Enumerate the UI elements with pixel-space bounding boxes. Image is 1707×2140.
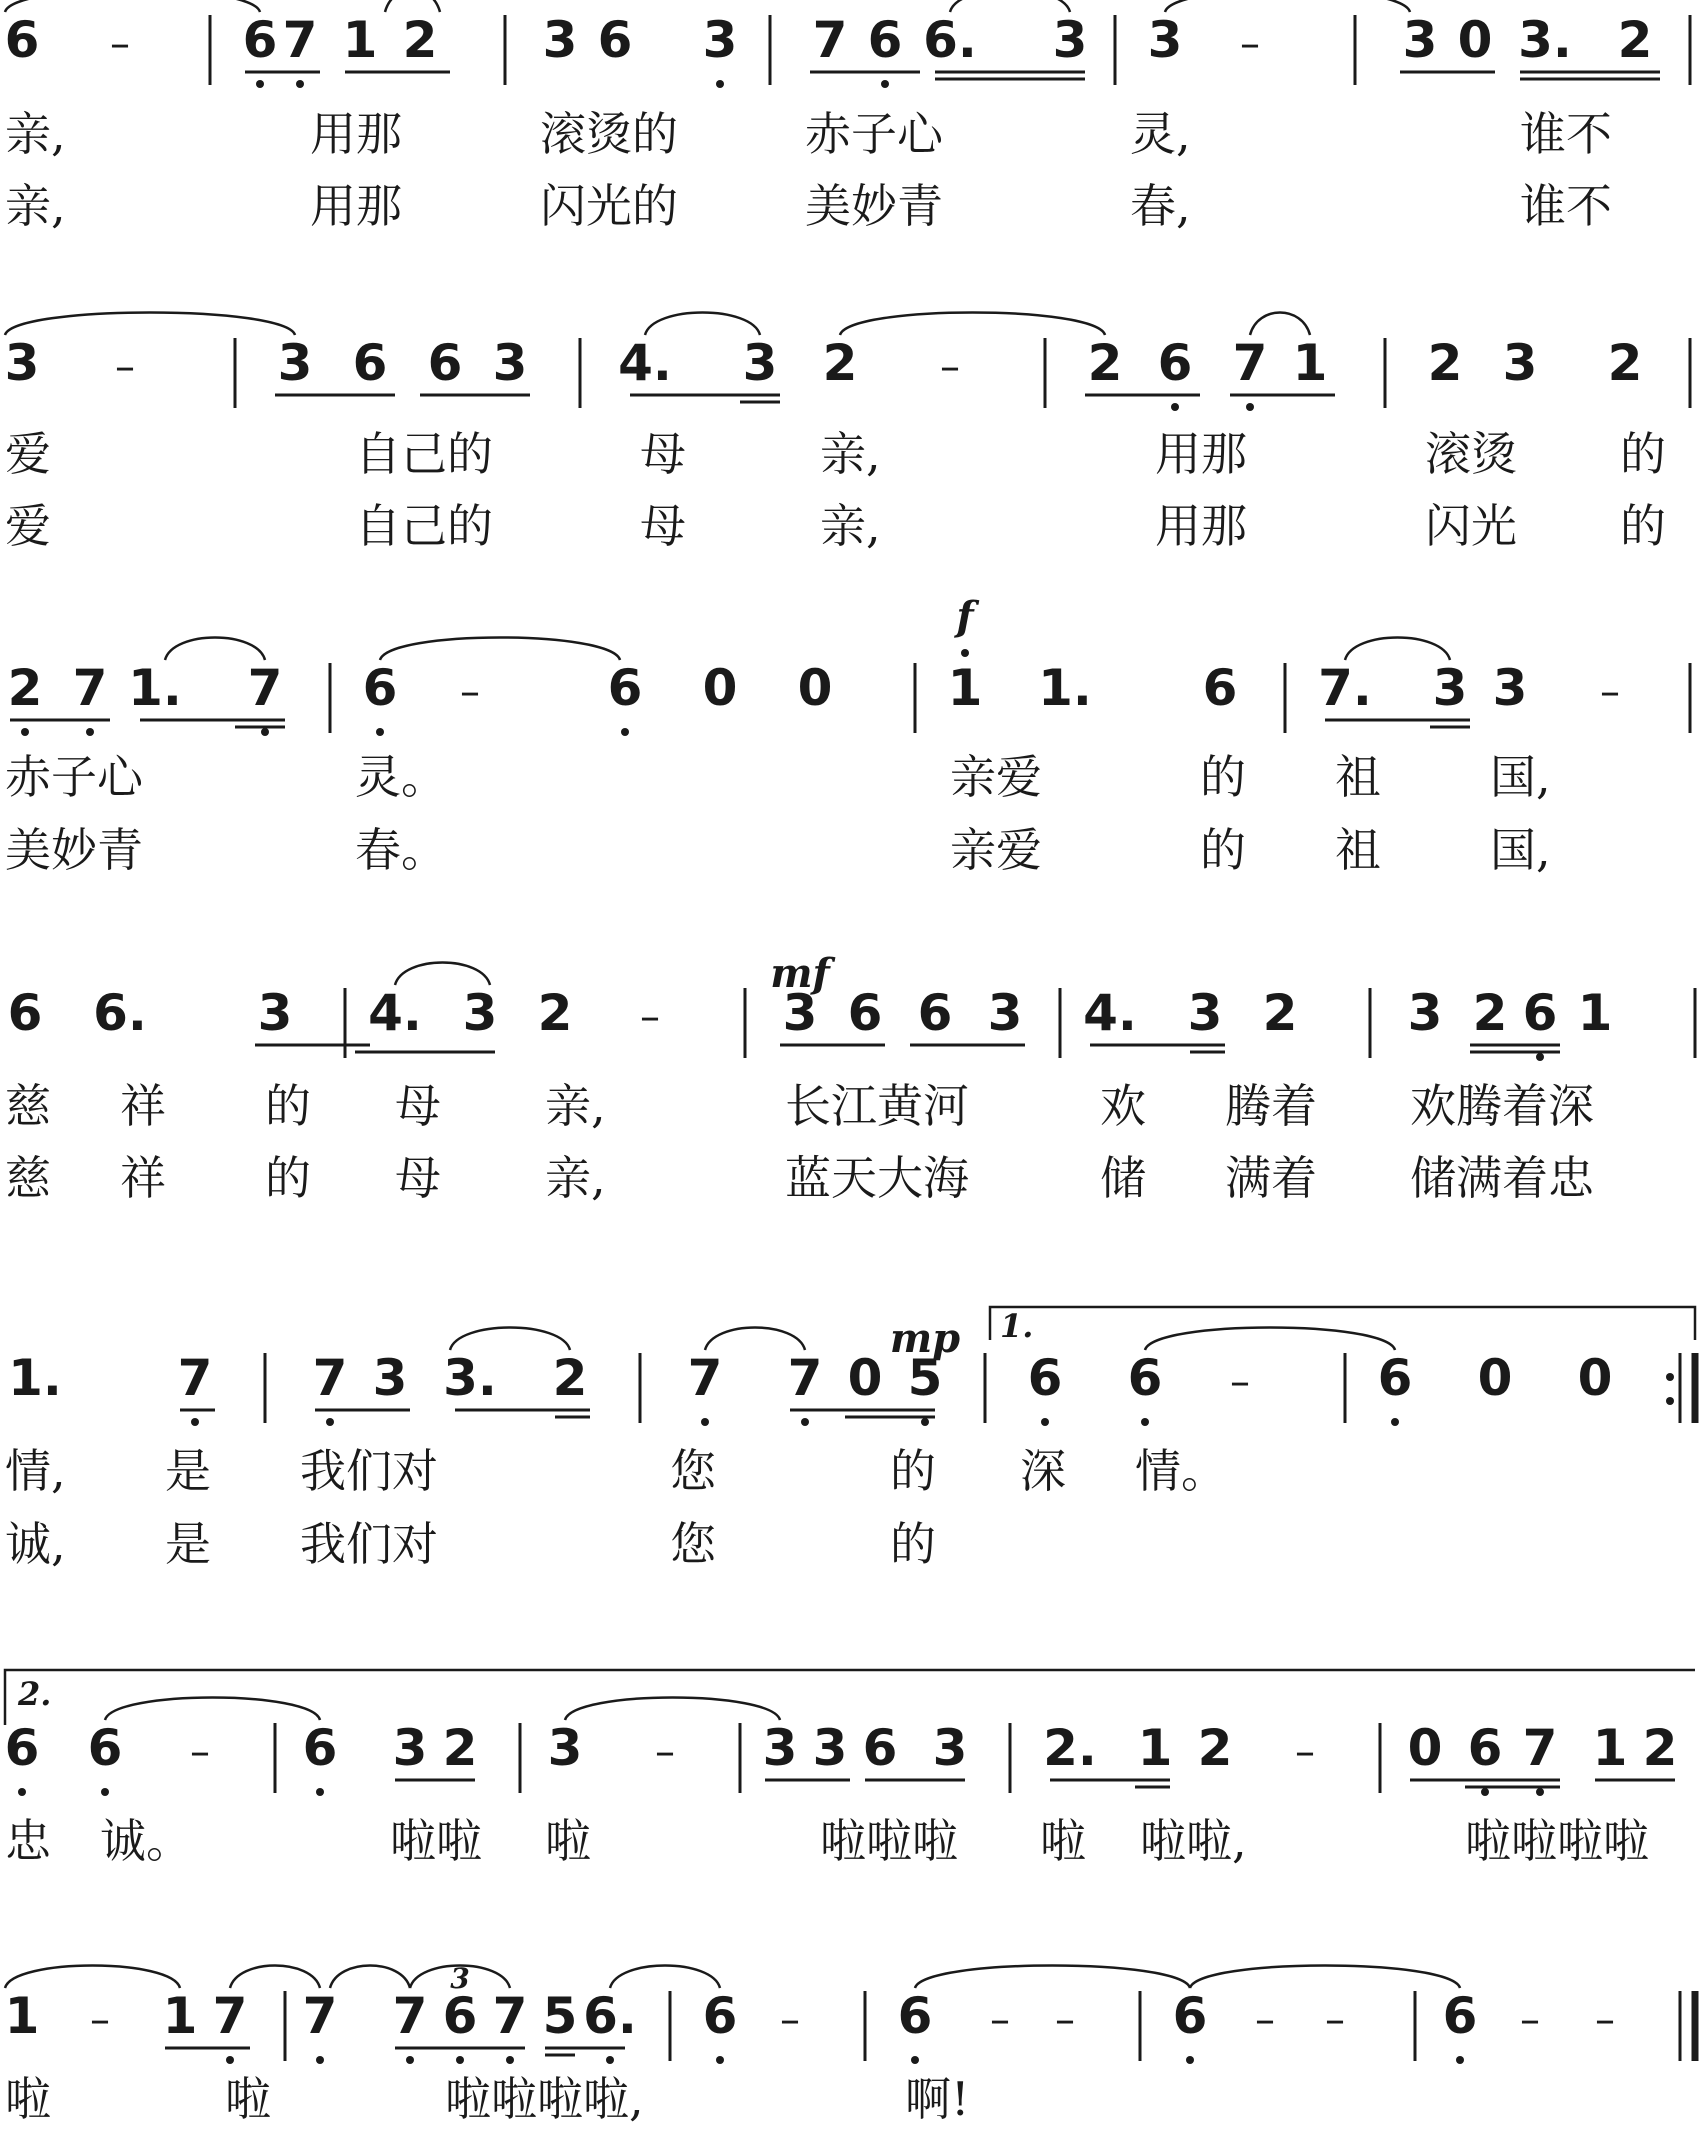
jianpu-note: 0 bbox=[797, 659, 833, 717]
volta-1-label: 1. bbox=[1000, 1307, 1034, 1345]
jianpu-note: – bbox=[1600, 669, 1620, 715]
jianpu-note: 6 bbox=[427, 334, 463, 392]
lyric-syllable: 的 bbox=[265, 1079, 311, 1133]
jianpu-note: 7 bbox=[72, 659, 108, 717]
jianpu-note: 6 bbox=[917, 984, 953, 1042]
octave-dot bbox=[881, 80, 889, 88]
jianpu-note: 2 bbox=[402, 11, 438, 69]
jianpu-note: 1 bbox=[162, 1987, 198, 2045]
lyric-syllable: 啊! bbox=[905, 2072, 970, 2126]
lyric-syllable: 闪光的 bbox=[540, 179, 678, 233]
lyric-syllable: 亲, bbox=[545, 1151, 606, 1205]
lyric-syllable: 用那 bbox=[1155, 427, 1247, 481]
lyric-syllable: 的 bbox=[890, 1444, 936, 1498]
jianpu-note: – bbox=[1240, 21, 1260, 67]
jianpu-note: 3 bbox=[1492, 659, 1528, 717]
jianpu-note: 6. bbox=[93, 984, 147, 1042]
jianpu-note: 3 bbox=[782, 984, 818, 1042]
tie-slur bbox=[1145, 1328, 1395, 1351]
jianpu-note: 7 bbox=[177, 1349, 213, 1407]
octave-dot bbox=[226, 2056, 234, 2064]
lyric-syllable: 欢 bbox=[1100, 1079, 1146, 1133]
jianpu-note: 6 bbox=[362, 659, 398, 717]
octave-dot bbox=[961, 649, 969, 657]
lyric-syllable: 亲爱 bbox=[950, 750, 1042, 804]
lyric-syllable: 祖 bbox=[1335, 750, 1381, 804]
octave-dot bbox=[801, 1418, 809, 1426]
lyric-syllable: 闪光 bbox=[1425, 499, 1517, 553]
tie-slur bbox=[230, 1966, 320, 1989]
jianpu-note: 3. bbox=[1518, 11, 1572, 69]
octave-dot bbox=[911, 2056, 919, 2064]
lyric-syllable: 慈 bbox=[5, 1151, 51, 1205]
volta-1-bracket bbox=[990, 1307, 1695, 1340]
lyric-syllable: 滚烫的 bbox=[540, 107, 678, 161]
lyric-syllable: 我们对 bbox=[300, 1444, 438, 1498]
jianpu-note: 3 bbox=[372, 1349, 408, 1407]
jianpu-note: 0 bbox=[1477, 1349, 1513, 1407]
jianpu-note: – bbox=[940, 344, 960, 390]
jianpu-note: 2 bbox=[1607, 334, 1643, 392]
jianpu-note: 6 bbox=[87, 1719, 123, 1777]
jianpu-note: 3 bbox=[392, 1719, 428, 1777]
lyric-syllable: 爱 bbox=[5, 499, 51, 553]
jianpu-note: 2 bbox=[1087, 334, 1123, 392]
jianpu-note: 2 bbox=[7, 659, 43, 717]
lyric-syllable: 用那 bbox=[310, 179, 402, 233]
lyric-syllable: 用那 bbox=[310, 107, 402, 161]
tie-slur bbox=[5, 313, 295, 336]
lyric-syllable: 我们对 bbox=[300, 1517, 438, 1571]
tie-slur bbox=[1250, 313, 1310, 336]
jianpu-note: 2 bbox=[1617, 11, 1653, 69]
lyric-syllable: 亲爱 bbox=[950, 823, 1042, 877]
jianpu-note: 3 bbox=[1187, 984, 1223, 1042]
jianpu-note: – bbox=[1295, 1729, 1315, 1775]
jianpu-note: 0 bbox=[847, 1349, 883, 1407]
jianpu-note: – bbox=[640, 994, 660, 1040]
lyric-syllable: 的 bbox=[1620, 499, 1666, 553]
octave-dot bbox=[1041, 1418, 1049, 1426]
dynamic-mezzo-piano: mp bbox=[889, 1315, 961, 1362]
lyric-syllable: 是 bbox=[165, 1444, 211, 1498]
jianpu-note: 7 bbox=[212, 1987, 248, 2045]
jianpu-note: 0 bbox=[1457, 11, 1493, 69]
lyric-syllable: 慈 bbox=[5, 1079, 51, 1133]
jianpu-note: 1 bbox=[947, 659, 983, 717]
lyric-syllable: 谁不 bbox=[1520, 107, 1612, 161]
tie-slur bbox=[915, 1966, 1190, 1989]
jianpu-note: 6 bbox=[1467, 1719, 1503, 1777]
octave-dot bbox=[1246, 403, 1254, 411]
jianpu-note: 6 bbox=[1377, 1349, 1413, 1407]
jianpu-note: 2 bbox=[552, 1349, 588, 1407]
tie-slur bbox=[565, 1698, 780, 1721]
jianpu-note: 2 bbox=[1197, 1719, 1233, 1777]
jianpu-note: 6 bbox=[702, 1987, 738, 2045]
lyric-syllable: 蓝天大海 bbox=[785, 1151, 969, 1205]
jianpu-note: 6 bbox=[597, 11, 633, 69]
jianpu-note: 2. bbox=[1043, 1719, 1097, 1777]
jianpu-note: 1 bbox=[1137, 1719, 1173, 1777]
lyric-syllable: 忠 bbox=[5, 1814, 51, 1868]
repeat-dot bbox=[1666, 1373, 1674, 1381]
octave-dot bbox=[256, 80, 264, 88]
jianpu-note: 1 bbox=[4, 1987, 40, 2045]
jianpu-note: 7 bbox=[1522, 1719, 1558, 1777]
volta-2-label: 2. bbox=[18, 1675, 52, 1713]
octave-dot bbox=[606, 2056, 614, 2064]
lyric-syllable: 情, bbox=[5, 1444, 66, 1498]
octave-dot bbox=[1141, 1418, 1149, 1426]
lyric-syllable: 春, bbox=[1130, 179, 1191, 233]
jianpu-note: 7 bbox=[687, 1349, 723, 1407]
jianpu-note: – bbox=[460, 669, 480, 715]
octave-dot bbox=[296, 80, 304, 88]
lyric-syllable: 谁不 bbox=[1520, 179, 1612, 233]
octave-dot bbox=[86, 728, 94, 736]
jianpu-note: 6 bbox=[7, 984, 43, 1042]
jianpu-note: 7 bbox=[812, 11, 848, 69]
lyric-syllable: 灵, bbox=[1130, 107, 1191, 161]
jianpu-note: 6 bbox=[897, 1987, 933, 2045]
jianpu-note: 6 bbox=[847, 984, 883, 1042]
jianpu-note: – bbox=[1520, 1997, 1540, 2043]
octave-dot bbox=[21, 728, 29, 736]
lyric-syllable: 亲, bbox=[545, 1079, 606, 1133]
octave-dot bbox=[191, 1418, 199, 1426]
jianpu-note: 2 bbox=[1642, 1719, 1678, 1777]
tie-slur bbox=[105, 1698, 320, 1721]
jianpu-note: – bbox=[110, 21, 130, 67]
jianpu-note: 2 bbox=[1472, 984, 1508, 1042]
lyric-syllable: 滚烫 bbox=[1425, 427, 1517, 481]
lyric-syllable: 啦 bbox=[1040, 1814, 1086, 1868]
jianpu-note: 3 bbox=[762, 1719, 798, 1777]
octave-dot bbox=[1481, 1788, 1489, 1796]
lyric-syllable: 灵。 bbox=[355, 750, 447, 804]
jianpu-note: 3 bbox=[702, 11, 738, 69]
octave-dot bbox=[406, 2056, 414, 2064]
jianpu-note: – bbox=[655, 1729, 675, 1775]
octave-dot bbox=[316, 1788, 324, 1796]
lyric-syllable: 亲, bbox=[5, 107, 66, 161]
jianpu-note: 3 bbox=[542, 11, 578, 69]
jianpu-note: 2 bbox=[822, 334, 858, 392]
jianpu-note: 6 bbox=[242, 11, 278, 69]
tie-slur bbox=[5, 0, 260, 12]
jianpu-note: – bbox=[780, 1997, 800, 2043]
jianpu-note: 7 bbox=[392, 1987, 428, 2045]
octave-dot bbox=[1186, 2056, 1194, 2064]
jianpu-note: 6 bbox=[352, 334, 388, 392]
jianpu-note: 3 bbox=[932, 1719, 968, 1777]
jianpu-note: 7 bbox=[302, 1987, 338, 2045]
jianpu-note: 6 bbox=[1157, 334, 1193, 392]
jianpu-note: – bbox=[990, 1997, 1010, 2043]
jianpu-note: 7 bbox=[1232, 334, 1268, 392]
jianpu-note: 3 bbox=[462, 984, 498, 1042]
octave-dot bbox=[18, 1788, 26, 1796]
jianpu-note: 7 bbox=[247, 659, 283, 717]
octave-dot bbox=[716, 2056, 724, 2064]
octave-dot bbox=[261, 728, 269, 736]
tie-slur bbox=[705, 1328, 805, 1351]
lyric-syllable: 春。 bbox=[355, 823, 447, 877]
lyric-syllable: 储 bbox=[1100, 1151, 1146, 1205]
lyric-syllable: 母 bbox=[640, 499, 686, 553]
score-text bbox=[5, 11, 1678, 2126]
lyric-syllable: 的 bbox=[1200, 823, 1246, 877]
octave-dot bbox=[506, 2056, 514, 2064]
lyric-syllable: 赤子心 bbox=[5, 750, 143, 804]
lyric-syllable: 欢腾着深 bbox=[1410, 1079, 1594, 1133]
octave-dot bbox=[1536, 1788, 1544, 1796]
jianpu-note: – bbox=[190, 1729, 210, 1775]
lyric-syllable: 啦 bbox=[5, 2072, 51, 2126]
jianpu-note: – bbox=[1595, 1997, 1615, 2043]
octave-dot bbox=[456, 2056, 464, 2064]
jianpu-note: 3 bbox=[1402, 11, 1438, 69]
octave-dot bbox=[621, 728, 629, 736]
lyric-syllable: 腾着 bbox=[1225, 1079, 1317, 1133]
octave-dot bbox=[1171, 403, 1179, 411]
lyric-syllable: 美妙青 bbox=[5, 823, 143, 877]
lyric-syllable: 母 bbox=[640, 427, 686, 481]
lyric-syllable: 赤子心 bbox=[805, 107, 943, 161]
jianpu-note: 7 bbox=[787, 1349, 823, 1407]
lyric-syllable: 爱 bbox=[5, 427, 51, 481]
jianpu-note: 6 bbox=[1442, 1987, 1478, 2045]
octave-dot bbox=[1391, 1418, 1399, 1426]
lyric-syllable: 的 bbox=[1200, 750, 1246, 804]
jianpu-note: 6 bbox=[4, 11, 40, 69]
lyric-syllable: 的 bbox=[1620, 427, 1666, 481]
lyric-syllable: 国, bbox=[1490, 750, 1551, 804]
jianpu-note: 3 bbox=[1052, 11, 1088, 69]
lyric-syllable: 诚, bbox=[5, 1517, 66, 1571]
jianpu-note: 2 bbox=[1262, 984, 1298, 1042]
lyric-syllable: 储满着忠 bbox=[1410, 1151, 1594, 1205]
octave-dot bbox=[376, 728, 384, 736]
jianpu-note: 6 bbox=[607, 659, 643, 717]
jianpu-note: 3. bbox=[443, 1349, 497, 1407]
dynamic-forte: f bbox=[956, 593, 974, 640]
octave-dot bbox=[326, 1418, 334, 1426]
tie-slur bbox=[1190, 1966, 1460, 1989]
jianpu-note: 0 bbox=[702, 659, 738, 717]
jianpu-note: 3 bbox=[547, 1719, 583, 1777]
octave-dot bbox=[316, 2056, 324, 2064]
jianpu-note: 1 bbox=[342, 11, 378, 69]
jianpu-note: 3 bbox=[4, 334, 40, 392]
jianpu-note: 4. bbox=[618, 334, 672, 392]
tie-slur bbox=[395, 963, 490, 986]
jianpu-note: 6 bbox=[867, 11, 903, 69]
jianpu-note: 3 bbox=[742, 334, 778, 392]
lyric-syllable: 您 bbox=[670, 1444, 716, 1498]
jianpu-note: 3 bbox=[1502, 334, 1538, 392]
octave-dot bbox=[1536, 1053, 1544, 1061]
tie-slur bbox=[1345, 638, 1450, 661]
jianpu-note: 4. bbox=[1083, 984, 1137, 1042]
tie-slur bbox=[1165, 0, 1410, 12]
tie-slur bbox=[380, 638, 620, 661]
jianpu-note: 6 bbox=[1202, 659, 1238, 717]
jianpu-note: 3 bbox=[1147, 11, 1183, 69]
lyric-syllable: 啦 bbox=[225, 2072, 271, 2126]
tie-slur bbox=[450, 1328, 570, 1351]
tie-slur bbox=[5, 1966, 180, 1989]
lyric-syllable: 母 bbox=[395, 1151, 441, 1205]
lyric-syllable: 的 bbox=[265, 1151, 311, 1205]
lyric-syllable: 啦啦 bbox=[390, 1814, 482, 1868]
jianpu-note: 6. bbox=[583, 1987, 637, 2045]
volta-2-bracket bbox=[5, 1670, 1695, 1725]
triplet-mark: 3 bbox=[450, 1962, 470, 1995]
jianpu-note: 1 bbox=[1592, 1719, 1628, 1777]
lyric-syllable: 您 bbox=[670, 1517, 716, 1571]
jianpu-note: 6 bbox=[1127, 1349, 1163, 1407]
jianpu-note: 1. bbox=[8, 1349, 62, 1407]
lyric-syllable: 啦啦啦 bbox=[820, 1814, 958, 1868]
jianpu-note: 3 bbox=[987, 984, 1023, 1042]
jianpu-note: 0 bbox=[1577, 1349, 1613, 1407]
jianpu-note: 6 bbox=[302, 1719, 338, 1777]
jianpu-note: 6 bbox=[1522, 984, 1558, 1042]
jianpu-note: 5 bbox=[907, 1349, 943, 1407]
lyric-syllable: 亲, bbox=[5, 179, 66, 233]
jianpu-note: 1 bbox=[1577, 984, 1613, 1042]
octave-dot bbox=[101, 1788, 109, 1796]
jianpu-note: 7 bbox=[282, 11, 318, 69]
tie-slur bbox=[645, 313, 760, 336]
jianpu-note: 3 bbox=[1432, 659, 1468, 717]
tie-slur bbox=[840, 313, 1105, 336]
jianpu-note: 1. bbox=[1038, 659, 1092, 717]
jianpu-note: – bbox=[1325, 1997, 1345, 2043]
lyric-syllable: 啦啦啦啦 bbox=[1465, 1814, 1649, 1868]
jianpu-note: 3 bbox=[492, 334, 528, 392]
jianpu-note: 2 bbox=[442, 1719, 478, 1777]
jianpu-note: – bbox=[90, 1997, 110, 2043]
lyric-syllable: 满着 bbox=[1225, 1151, 1317, 1205]
lyric-syllable: 母 bbox=[395, 1079, 441, 1133]
lyric-syllable: 自己的 bbox=[355, 427, 493, 481]
jianpu-note: 7 bbox=[312, 1349, 348, 1407]
lyric-syllable: 亲, bbox=[820, 427, 881, 481]
lyric-syllable: 深 bbox=[1020, 1444, 1066, 1498]
jianpu-note: 7 bbox=[492, 1987, 528, 2045]
octave-dot bbox=[701, 1418, 709, 1426]
lyric-syllable: 啦啦啦啦, bbox=[445, 2072, 644, 2126]
tie-slur bbox=[610, 1966, 720, 1989]
jianpu-note: 2 bbox=[537, 984, 573, 1042]
lyric-syllable: 国, bbox=[1490, 823, 1551, 877]
jianpu-note: 6. bbox=[923, 11, 977, 69]
dynamic-mezzo-forte: mf bbox=[770, 950, 830, 997]
jianpu-note: 3 bbox=[1407, 984, 1443, 1042]
lyric-syllable: 的 bbox=[890, 1517, 936, 1571]
tie-slur bbox=[165, 638, 265, 661]
tie-slur bbox=[330, 1966, 410, 1989]
jianpu-note: 5 bbox=[542, 1987, 578, 2045]
lyric-syllable: 自己的 bbox=[355, 499, 493, 553]
lyric-syllable: 美妙青 bbox=[805, 179, 943, 233]
lyric-syllable: 是 bbox=[165, 1517, 211, 1571]
jianpu-note: 3 bbox=[277, 334, 313, 392]
lyric-syllable: 情。 bbox=[1135, 1444, 1227, 1498]
jianpu-note: – bbox=[1055, 1997, 1075, 2043]
lyric-syllable: 祥 bbox=[120, 1079, 166, 1133]
jianpu-note: – bbox=[115, 344, 135, 390]
lyric-syllable: 祥 bbox=[120, 1151, 166, 1205]
jianpu-note: 1 bbox=[1292, 334, 1328, 392]
lyric-syllable: 啦 bbox=[545, 1814, 591, 1868]
repeat-dot bbox=[1666, 1397, 1674, 1405]
lyric-syllable: 长江黄河 bbox=[785, 1079, 969, 1133]
lyric-syllable: 啦啦, bbox=[1140, 1814, 1247, 1868]
jianpu-note: 3 bbox=[257, 984, 293, 1042]
jianpu-note: 6 bbox=[862, 1719, 898, 1777]
jianpu-note: 4. bbox=[368, 984, 422, 1042]
jianpu-note: 7. bbox=[1318, 659, 1372, 717]
jianpu-note: 2 bbox=[1427, 334, 1463, 392]
lyric-syllable: 亲, bbox=[820, 499, 881, 553]
lyric-syllable: 用那 bbox=[1155, 499, 1247, 553]
jianpu-note: 1. bbox=[128, 659, 182, 717]
lyric-syllable: 祖 bbox=[1335, 823, 1381, 877]
octave-dot bbox=[1456, 2056, 1464, 2064]
jianpu-note: 6 bbox=[1172, 1987, 1208, 2045]
jianpu-note: 6 bbox=[4, 1719, 40, 1777]
jianpu-note: – bbox=[1255, 1997, 1275, 2043]
jianpu-note: 6 bbox=[442, 1987, 478, 2045]
lyric-syllable: 诚。 bbox=[100, 1814, 192, 1868]
octave-dot bbox=[716, 80, 724, 88]
jianpu-note: 0 bbox=[1407, 1719, 1443, 1777]
jianpu-note: – bbox=[1230, 1359, 1250, 1405]
jianpu-note: 3 bbox=[812, 1719, 848, 1777]
jianpu-note: 6 bbox=[1027, 1349, 1063, 1407]
octave-dot bbox=[921, 1418, 929, 1426]
